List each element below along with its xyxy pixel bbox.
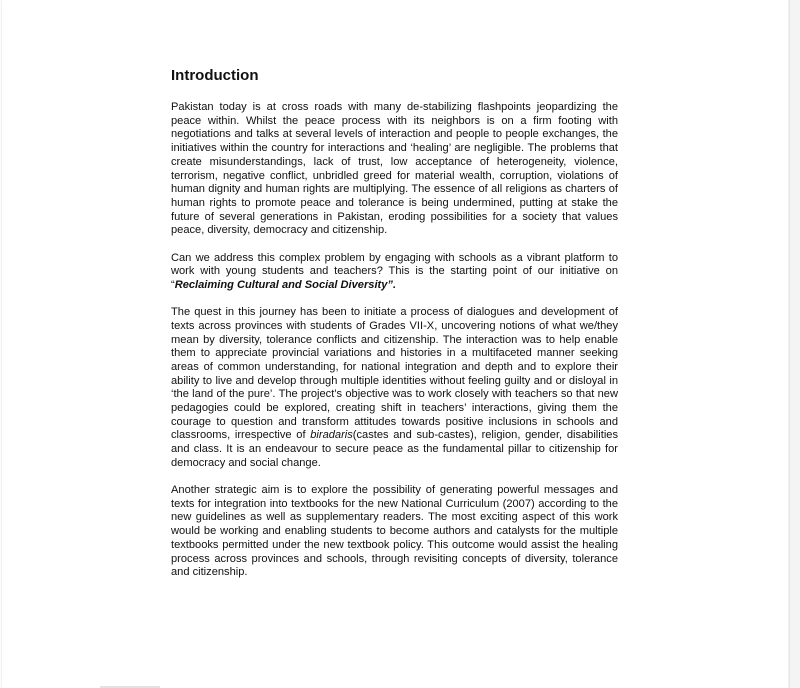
section-heading: Introduction [171,67,259,84]
paragraph-2 [171,252,618,293]
paragraph-2-text: Can we address this complex problem by engaging with schools as a vibrant platform to work with young students and teachers? This is the starting point of our initiative on “ [171,251,618,291]
paragraph-1: Pakistan today is at cross roads with many de-stabilizing flashpoints jeopardizing the peace within. Whilst the peace process with its neighbors is on a firm footing with negotiations and talks at several levels of interaction and people to people exchanges, the initiatives within the country for interactions and ‘healing’ are negligible. The problems that create misunderstandings, lack of trust, low acceptance of heterogeneity, violence, terrorism, negative conflict, unbridled greed for material wealth, corruption, violations of human dignity and human rights are multiplying. The essence of all religions as charters of human rights to promote peace and tolerance is being undermined, putting at stake the future of several generations in Pakistan, eroding possibilities for a society that values peace, diversity, democracy and citizenship. [171,101,618,237]
paragraph-3 [171,306,618,470]
paragraph-4: Another strategic aim is to explore the possibility of generating powerful messages and texts for integration into textbooks for the new National Curriculum (2007) according to the new guidelines as well as supplementary readers. The most exciting aspect of this work would be working and enabling students to become authors and catalysts for the multiple textbooks permitted under the new textbook policy. This outcome would assist the healing process across provinces and schools, through revisiting concepts of diversity, tolerance and citizenship. [171,484,618,579]
document-page [2,0,788,688]
paragraph-3-text: The quest in this journey has been to initiate a process of dialogues and development of texts across provinces with students of Grades VII-X, uncovering notions of what we/they mean by diversity, tolerance conflicts and citizenship. The interaction was to help enable them to appreciate provincial variations and histories in a multifaceted manner seeking areas of common understanding, for national integration and depth and to explore their ability to live and develop through multiple identities without feeling guilty and or disloyal in ‘the land of the pure’. The project’s objective was to work closely with teachers so that new pedagogies could be explored, creating shift in teachers’ interactions, giving them the courage to question and transform attitudes towards positive inclusions in schools and classrooms, irrespective of [171,306,618,442]
paragraph-3-tail: (castes and sub-castes), religion, gender, disabilities and class. It is an endeavour to secure peace as the fundamental pillar to citizenship for democracy and social change. [171,429,619,469]
biradaris-term: biradaris [310,429,353,442]
initiative-title: Reclaiming Cultural and Social Diversity”. [174,278,397,291]
page-edge-right [789,0,800,688]
page-content [171,66,618,594]
